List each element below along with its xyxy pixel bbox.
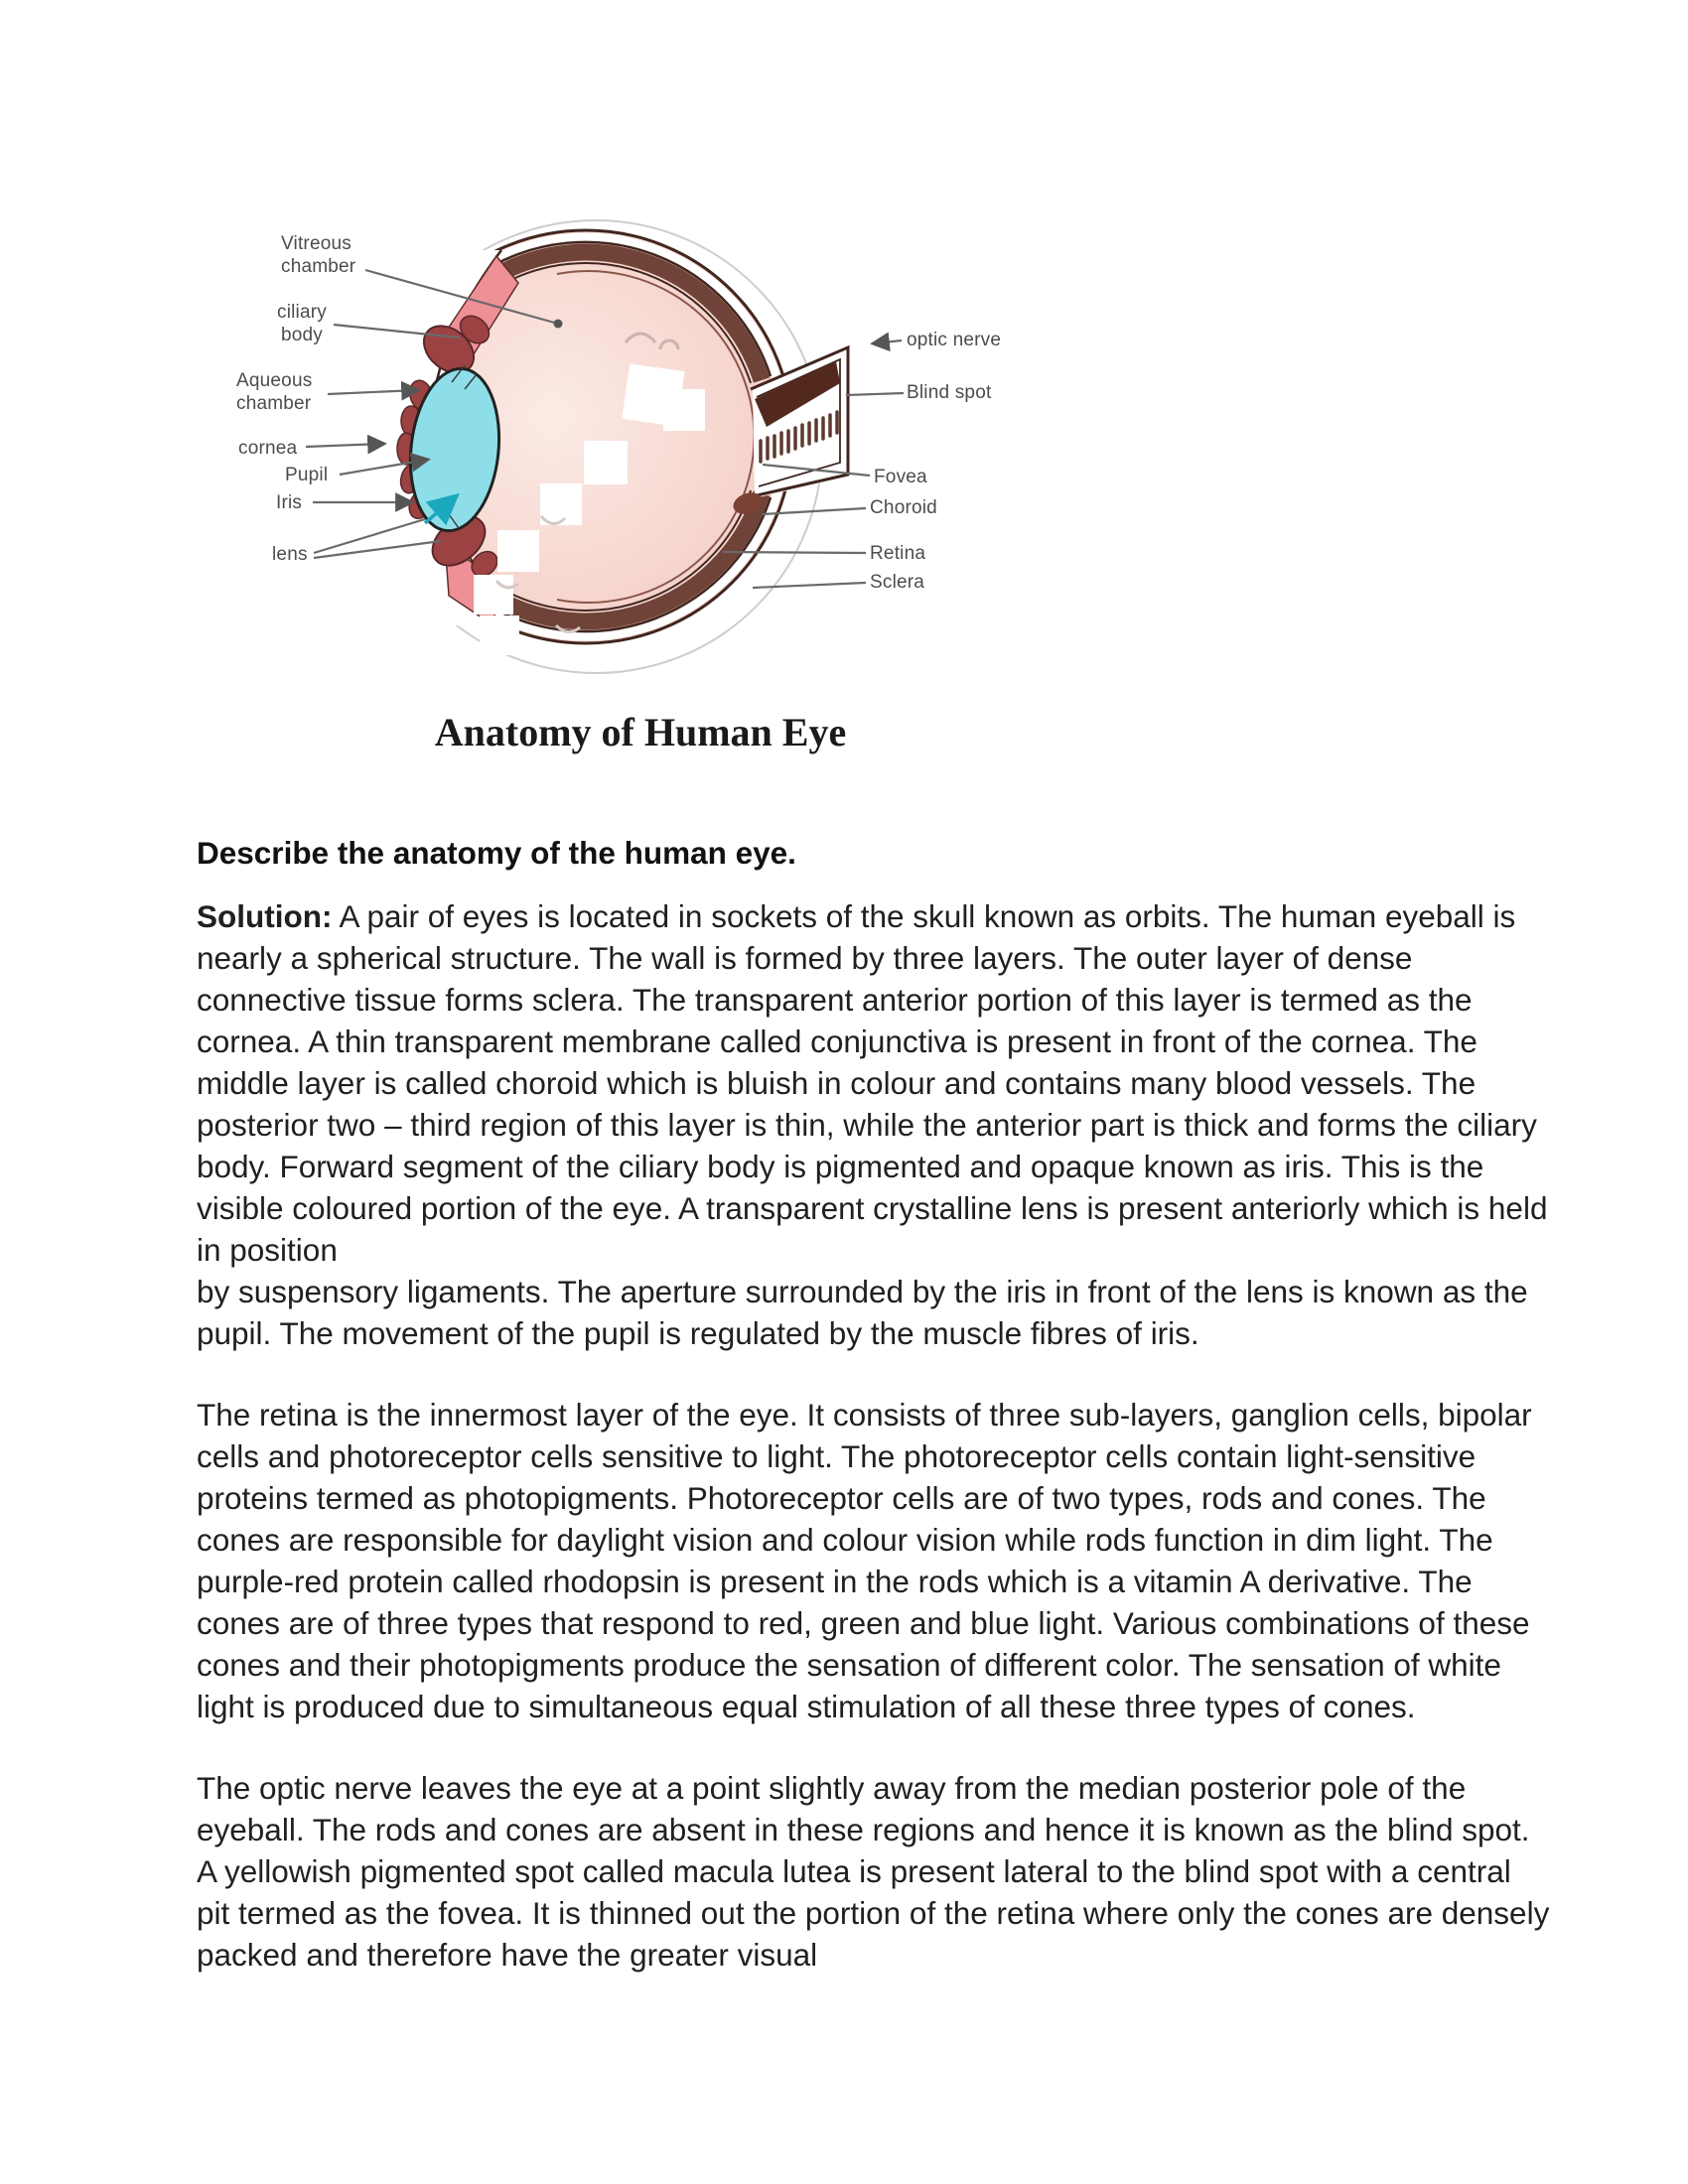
figure-title: Anatomy of Human Eye <box>434 710 847 754</box>
ciliary-body-shapes <box>397 256 518 627</box>
optic-nerve-leader <box>874 341 902 343</box>
blind-spot-leader <box>846 393 904 395</box>
label-pupil: Pupil <box>285 465 329 485</box>
label-vitreous-chamber: Vitreous chamber <box>281 233 356 278</box>
label-iris: Iris <box>276 492 303 513</box>
eyeball <box>379 230 792 643</box>
vitreous-leader <box>365 270 558 324</box>
leader-lines <box>306 270 904 588</box>
label-sclera: Sclera <box>870 572 925 593</box>
pupil-leader <box>340 460 427 475</box>
question-and-solution <box>197 832 1552 1976</box>
label-ciliary-body: ciliary body <box>277 302 327 346</box>
cornea-arc <box>431 250 502 625</box>
solution-paragraph-1a: A pair of eyes is located in sockets of the skull known as orbits. The human eyeball is nearly a spherical structure. The wall is formed by three layers. The outer layer of dense connective tissue forms sclera. The transparent anterior portion of this layer is termed as the cornea. A thin transparent membrane called conjunctiva is present in front of the cornea. The middle layer is called choroid which is bluish in colour and contains many blood vessels. The posterior two – third region of this layer is thin, while the anterior part is thick and forms the ciliary body. Forward segment of the ciliary body is pigmented and opaque known as iris. This is the visible coloured portion of the eye. A transparent crystalline lens is present anteriorly which is held in position <box>197 898 1548 1268</box>
cornea-leader <box>306 444 383 447</box>
lens-leader-b <box>314 541 441 558</box>
watermark-squares <box>474 334 705 655</box>
aqueous-leader <box>328 390 417 394</box>
label-choroid: Choroid <box>870 497 937 518</box>
optic-nerve-shape <box>730 345 848 518</box>
solution-label: Solution: <box>197 898 333 934</box>
solution-paragraph-3: The optic nerve leaves the eye at a point slightly away from the median posterior pole of the eyeball. The rods and cones are absent in these regions and hence it is known as the blind spot. A yellowish pigmented spot called macula lutea is present lateral to the blind spot with a central pit termed as the fovea. It is thinned out the portion of the retina where only the cones are densely packed and therefore have the greater visual <box>197 1770 1550 1973</box>
solution-paragraph-1 <box>197 895 1552 1354</box>
label-blind-spot: Blind spot <box>907 382 992 403</box>
lens-shape <box>403 364 507 535</box>
label-optic-nerve: optic nerve <box>907 330 1002 350</box>
label-fovea: Fovea <box>874 467 927 487</box>
solution-paragraph-2: The retina is the innermost layer of the eye. It consists of three sub-layers, ganglion cells, bipolar cells and photoreceptor cells sensitive to light. The photoreceptor cells contain light-sensitive proteins termed as photopigments. Photoreceptor cells are of two types, rods and cones. The cones are responsible for daylight vision and colour vision while rods function in dim light. The purple-red protein called rhodopsin is present in the rods which is a vitamin A derivative. The cones are of three types that respond to red, green and blue light. Various combinations of these cones and their photopigments produce the sensation of different color. The sensation of white light is produced due to simultaneous equal stimulation of all these three types of cones. <box>197 1397 1532 1724</box>
ciliary-leader <box>334 325 459 338</box>
retina-leader <box>723 552 866 553</box>
conjunctiva-outline <box>369 220 822 673</box>
choroid-leader <box>763 508 866 514</box>
label-aqueous-chamber: Aqueous chamber <box>236 370 313 415</box>
aqueous-chamber-region <box>357 250 504 625</box>
solution-paragraph-1b: by suspensory ligaments. The aperture surrounded by the iris in front of the lens is known as the pupil. The movement of the pupil is regulated by the muscle fibres of iris. <box>197 1274 1528 1351</box>
lens-pointer-arrow <box>425 497 455 523</box>
sclera-leader <box>753 583 866 588</box>
lens-leader-a <box>314 519 425 553</box>
label-lens: lens <box>272 544 308 565</box>
label-retina: Retina <box>870 543 926 564</box>
nerve-fibre-hatching <box>761 412 837 462</box>
fovea-leader <box>763 465 870 476</box>
question-heading: Describe the anatomy of the human eye. <box>197 835 796 871</box>
label-cornea: cornea <box>238 438 298 459</box>
